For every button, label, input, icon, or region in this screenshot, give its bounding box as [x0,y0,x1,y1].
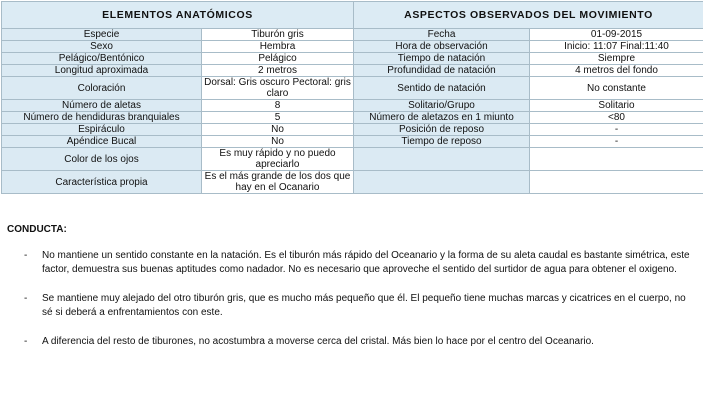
dash-bullet: - [24,336,28,347]
label-cell: Solitario/Grupo [354,100,530,112]
table-row [2,53,703,65]
list-item-text: No mantiene un sentido constante en la natación. Es el tiburón más rápido del Oceanario y la forma de su aleta caudal es bastante simétrica, este factor, demuestra sus buenas aptitudes como nadador. No es necesario que aproveche el sentido del surtidor de agua para obtener el oxigeno. [42,250,690,275]
conduct-list [7,249,697,349]
table-row [2,100,703,112]
table-row [2,148,703,171]
label-cell: Sentido de natación [354,77,530,100]
value-cell: 01-09-2015 [530,29,703,41]
value-cell: Tiburón gris [202,29,354,41]
header-movement-aspects: ASPECTOS OBSERVADOS DEL MOVIMIENTO [354,2,703,29]
value-cell: Es muy rápido y no puedo apreciarlo [202,148,354,171]
value-cell: Siempre [530,53,703,65]
label-cell: Longitud aproximada [2,65,202,77]
label-cell: Característica propia [2,171,202,194]
value-cell: 5 [202,112,354,124]
label-cell: Tiempo de natación [354,53,530,65]
header-anatomical-elements: ELEMENTOS ANATÓMICOS [2,2,354,29]
value-cell: Dorsal: Gris oscuro Pectoral: gris claro [202,77,354,100]
label-cell: Sexo [2,41,202,53]
label-cell: Profundidad de natación [354,65,530,77]
label-cell: Pelágico/Bentónico [2,53,202,65]
value-cell: Hembra [202,41,354,53]
conduct-heading: CONDUCTA: [7,224,67,235]
conduct-section [7,224,697,364]
table-row [2,136,703,148]
label-cell: Posición de reposo [354,124,530,136]
label-cell: Número de hendiduras branquiales [2,112,202,124]
label-cell: Tiempo de reposo [354,136,530,148]
table-row [2,77,703,100]
label-cell: Número de aletas [2,100,202,112]
label-cell: Espiráculo [2,124,202,136]
label-cell: Color de los ojos [2,148,202,171]
label-cell: Coloración [2,77,202,100]
label-cell: Apéndice Bucal [2,136,202,148]
value-cell: No [202,136,354,148]
table-row [2,112,703,124]
label-cell: Especie [2,29,202,41]
value-cell: Inicio: 11:07 Final:11:40 [530,41,703,53]
list-item [7,335,697,349]
table-row [2,41,703,53]
value-cell [530,171,703,194]
dash-bullet: - [24,250,28,261]
label-cell: Número de aletazos en 1 miunto [354,112,530,124]
table-row [2,124,703,136]
value-cell: No constante [530,77,703,100]
value-cell: No [202,124,354,136]
table-row [2,171,703,194]
label-cell: Hora de observación [354,41,530,53]
observation-table [1,1,703,194]
table-row [2,29,703,41]
value-cell: Solitario [530,100,703,112]
table-row [2,65,703,77]
value-cell: - [530,124,703,136]
list-item-text: A diferencia del resto de tiburones, no acostumbra a moverse cerca del cristal. Más bien lo hace por el centro del Oceanario. [42,336,594,347]
list-item [7,292,697,320]
label-cell [354,171,530,194]
value-cell: - [530,136,703,148]
value-cell [530,148,703,171]
list-item-text: Se mantiene muy alejado del otro tiburón gris, que es mucho más pequeño que él. El pequeño tiene muchas marcas y cicatrices en el cuerpo, no sé si deberá a enfrentamientos con este. [42,293,686,318]
value-cell: <80 [530,112,703,124]
label-cell [354,148,530,171]
value-cell: 4 metros del fondo [530,65,703,77]
value-cell: 2 metros [202,65,354,77]
value-cell: 8 [202,100,354,112]
list-item [7,249,697,277]
value-cell: Pelágico [202,53,354,65]
dash-bullet: - [24,293,28,304]
label-cell: Fecha [354,29,530,41]
value-cell: Es el más grande de los dos que hay en el Ocanario [202,171,354,194]
